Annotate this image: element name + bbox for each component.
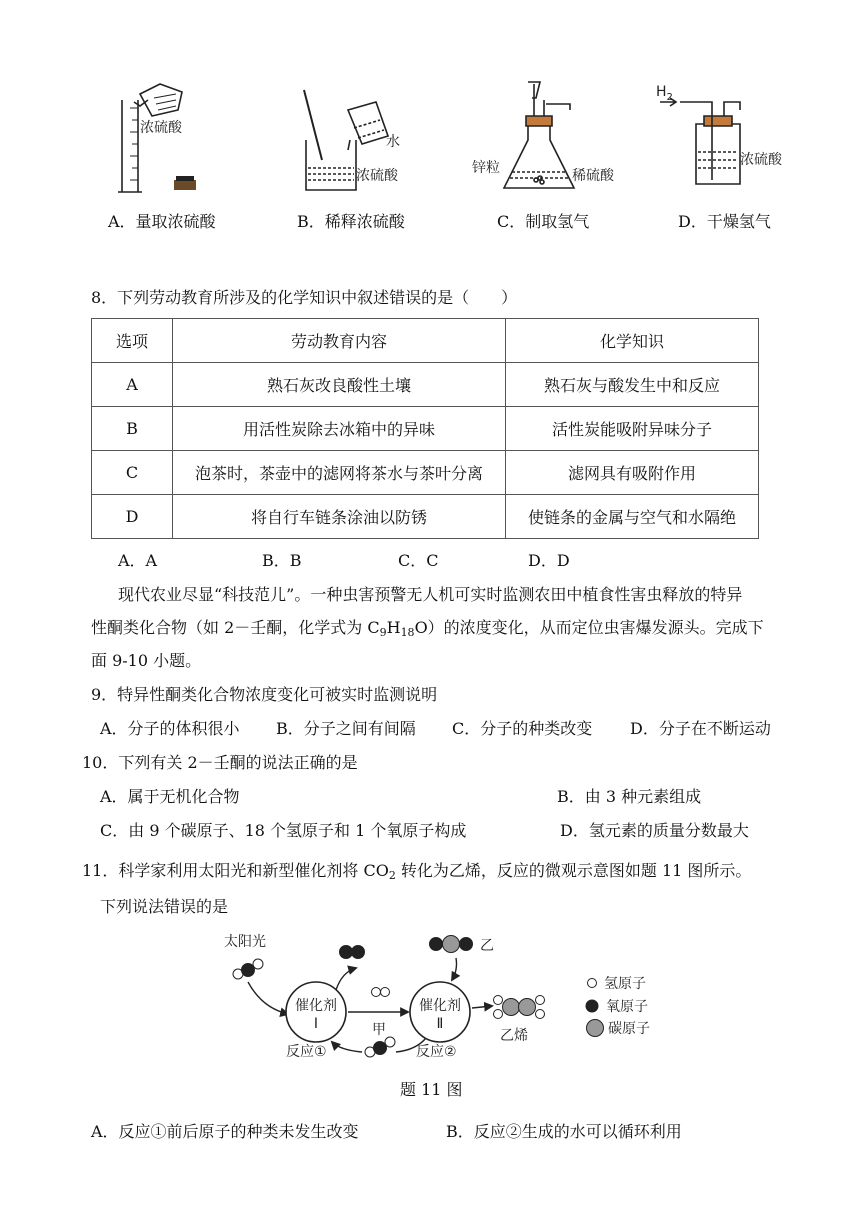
table-cell: 熟石灰与酸发生中和反应 [506, 363, 759, 407]
passage-line-3: 面 9-10 小题。 [91, 651, 202, 670]
label-b-water: 水 [386, 134, 400, 150]
gas-washing-bottle-icon [660, 98, 740, 184]
table-row [92, 495, 759, 539]
q9-option-d[interactable]: D．分子在不断运动 [630, 719, 771, 738]
q10-option-c[interactable]: C．由 9 个碳原子、18 个氢原子和 1 个氧原子构成 [100, 821, 467, 840]
water-molecule-icon [365, 1037, 395, 1057]
table-row [92, 451, 759, 495]
oxygen-molecule-icon [340, 946, 365, 959]
table-header-cell: 劳动教育内容 [173, 319, 506, 363]
measuring-cylinder-icon [118, 100, 142, 192]
label-a-acid: 浓硫酸 [140, 120, 182, 136]
table-header-row [92, 319, 759, 363]
q8-option-a[interactable]: A．A [118, 551, 158, 570]
table-cell: 活性炭能吸附异味分子 [506, 407, 759, 451]
q11-stem: 11．科学家利用太阳光和新型催化剂将 $CO_2$ 转化为乙烯，反应的微观示意图如题 11 图所示。 [82, 861, 752, 882]
q8-table [91, 318, 759, 539]
table-cell: 滤网具有吸附作用 [506, 451, 759, 495]
label-c-zinc: 锌粒 [472, 160, 500, 176]
q9-option-a[interactable]: A．分子的体积很小 [100, 719, 240, 738]
table-cell: 使链条的金属与空气和水隔绝 [506, 495, 759, 539]
q8-option-d[interactable]: D．D [528, 551, 570, 570]
table-header-cell: 选项 [92, 319, 173, 363]
catalyst-2-label: 催化剂 [419, 998, 461, 1014]
reaction-2-label: 反应② [416, 1044, 457, 1060]
table-cell: 用活性炭除去冰箱中的异味 [173, 407, 506, 451]
q11-figure-caption: 题 11 图 [400, 1080, 463, 1099]
jia-label: 甲 [372, 1022, 386, 1038]
table-cell: A [92, 363, 173, 407]
hydrogen-molecule-icon [372, 988, 390, 997]
q8-option-b[interactable]: B．B [262, 551, 302, 570]
label-d-acid: 浓硫酸 [740, 152, 782, 168]
oxygen-atom-icon [586, 1000, 599, 1013]
table-cell: D [92, 495, 173, 539]
label-c-acid: 稀硫酸 [572, 168, 614, 184]
sunlight-label: 太阳光 [224, 934, 266, 950]
q11-stem-line2: 下列说法错误的是 [100, 897, 229, 916]
carbon-atom-icon [587, 1020, 604, 1037]
q9-option-b[interactable]: B．分子之间有间隔 [276, 719, 416, 738]
q9-stem: 9．特异性酮类化合物浓度变化可被实时监测说明 [91, 685, 438, 704]
table-row [92, 407, 759, 451]
bottle-stopper-icon [174, 176, 196, 190]
table-cell: 熟石灰改良酸性土壤 [173, 363, 506, 407]
passage-line-1: 现代农业尽显“科技范儿”。一种虫害预警无人机可实时监测农田中植食性害虫释放的特异 [118, 585, 743, 604]
reaction-1-label: 反应① [286, 1044, 327, 1060]
catalyst-1-num: I [313, 1016, 319, 1032]
label-b-acid: 浓硫酸 [356, 168, 398, 184]
table-row [92, 363, 759, 407]
table-cell: C [92, 451, 173, 495]
table-cell: 泡茶时，茶壶中的滤网将茶水与茶叶分离 [173, 451, 506, 495]
q8-stem: 8．下列劳动教育所涉及的化学知识中叙述错误的是（ ） [91, 288, 518, 307]
q9-option-c[interactable]: C．分子的种类改变 [452, 719, 593, 738]
conical-flask-icon [504, 82, 574, 188]
legend-oxygen: 氧原子 [606, 999, 648, 1015]
q11-option-a[interactable]: A．反应①前后原子的种类未发生改变 [91, 1122, 359, 1141]
water-molecule-icon [233, 959, 263, 979]
ethylene-label: 乙烯 [500, 1028, 528, 1044]
q7-option-a[interactable]: A．量取浓硫酸 [108, 212, 216, 231]
table-cell: 将自行车链条涂油以防锈 [173, 495, 506, 539]
ethylene-molecule-icon [494, 996, 545, 1019]
legend-hydrogen: 氢原子 [604, 976, 646, 992]
table-cell: B [92, 407, 173, 451]
q7-option-d[interactable]: D．干燥氢气 [678, 212, 771, 231]
carbon-dioxide-molecule-icon [430, 936, 473, 953]
q10-option-d[interactable]: D．氢元素的质量分数最大 [560, 821, 749, 840]
catalyst-2-num: Ⅱ [436, 1016, 444, 1032]
passage-line-2: 性酮类化合物（如 2－壬酮，化学式为 $C_9H_{18}O$）的浓度变化，从而定位虫害爆发源头。完成下 [91, 618, 764, 639]
q10-option-a[interactable]: A．属于无机化合物 [100, 787, 240, 806]
reagent-bottle-icon [134, 84, 182, 116]
hydrogen-atom-icon [588, 979, 597, 988]
q7-option-c[interactable]: C．制取氢气 [497, 212, 590, 231]
table-header-cell: 化学知识 [506, 319, 759, 363]
yi-label: 乙 [480, 938, 494, 954]
q10-stem: 10．下列有关 2－壬酮的说法正确的是 [82, 753, 358, 772]
q8-option-c[interactable]: C．C [398, 551, 439, 570]
q7-option-b[interactable]: B．稀释浓硫酸 [297, 212, 405, 231]
q7-apparatus-figure [100, 80, 800, 200]
q11-option-b[interactable]: B．反应②生成的水可以循环利用 [446, 1122, 682, 1141]
legend [586, 976, 651, 1037]
q11-reaction-figure [220, 928, 680, 1068]
q10-option-b[interactable]: B．由 3 种元素组成 [557, 787, 702, 806]
label-d-gas: $H_2$ [656, 84, 673, 103]
legend-carbon: 碳原子 [608, 1021, 650, 1037]
catalyst-1-label: 催化剂 [295, 998, 337, 1014]
